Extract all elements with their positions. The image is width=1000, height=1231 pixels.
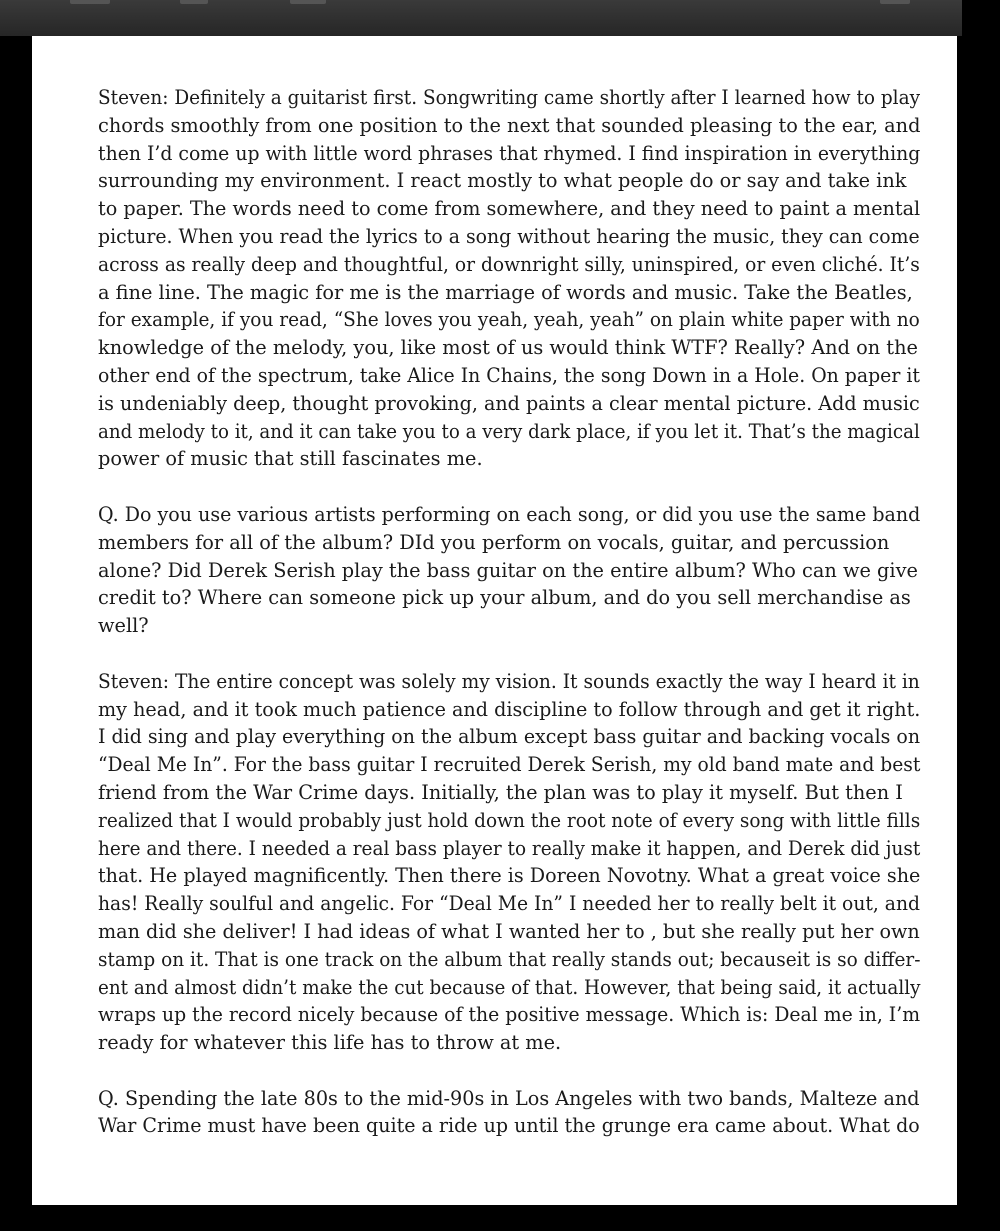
text-line: to paper. The words need to come from somewhere, and they need to paint a mental bbox=[98, 197, 921, 221]
toolbar-edge-mark bbox=[880, 0, 910, 4]
text-line: a fine line. The magic for me is the marriage of words and music. Take the Beatles, bbox=[98, 280, 913, 304]
text-line: that. He played magnificently. Then there is Doreen Novotny. What a great voice she bbox=[98, 864, 921, 888]
text-line: stamp on it. That is one track on the album that really stands out; becauseit is so differ- bbox=[98, 947, 921, 971]
text-line: across as really deep and thoughtful, or downright silly, uninspired, or even cliché. It’s bbox=[98, 252, 920, 276]
text-line: surrounding my environment. I react mostly to what people do or say and take ink bbox=[98, 169, 907, 193]
text-line: wraps up the record nicely because of the positive message. Which is: Deal me in, I’m bbox=[98, 1003, 921, 1027]
text-line: Q. Spending the late 80s to the mid-90s in Los Angeles with two bands, Malteze and bbox=[98, 1086, 920, 1110]
paragraph bbox=[98, 1085, 928, 1141]
text-line: picture. When you read the lyrics to a song without hearing the music, they can come bbox=[98, 224, 920, 248]
text-line: Steven: The entire concept was solely my vision. It sounds exactly the way I heard it in bbox=[98, 669, 920, 693]
top-toolbar bbox=[0, 0, 962, 36]
text-line: is undeniably deep, thought provoking, and paints a clear mental picture. Add music bbox=[98, 391, 920, 415]
text-line: members for all of the album? DId you perform on vocals, guitar, and percussion bbox=[98, 530, 890, 554]
text-line: then I’d come up with little word phrases that rhymed. I find inspiration in everything bbox=[98, 141, 921, 165]
toolbar-edge-mark bbox=[290, 0, 326, 4]
paragraph bbox=[98, 84, 928, 473]
text-line: has! Really soulful and angelic. For “Deal Me In” I needed her to really belt it out, and bbox=[98, 892, 921, 916]
article-body bbox=[98, 84, 928, 1168]
text-line: knowledge of the melody, you, like most of us would think WTF? Really? And on the bbox=[98, 336, 918, 360]
paragraph bbox=[98, 668, 928, 1057]
text-line: for example, if you read, “She loves you yeah, yeah, yeah” on plain white paper with no bbox=[98, 308, 920, 332]
text-line: well? bbox=[98, 614, 149, 638]
text-line: other end of the spectrum, take Alice In Chains, the song Down in a Hole. On paper it bbox=[98, 363, 920, 387]
text-line: my head, and it took much patience and discipline to follow through and get it right. bbox=[98, 697, 921, 721]
text-line: man did she deliver! I had ideas of what I wanted her to , but she really put her own bbox=[98, 919, 920, 943]
text-line: “Deal Me In”. For the bass guitar I recruited Derek Serish, my old band mate and best bbox=[98, 753, 921, 777]
text-line: Q. Do you use various artists performing on each song, or did you use the same band bbox=[98, 502, 921, 526]
text-line: War Crime must have been quite a ride up until the grunge era came about. What do bbox=[98, 1114, 920, 1138]
text-line: Steven: Definitely a guitarist first. Songwriting came shortly after I learned how to play bbox=[98, 86, 921, 109]
text-line: ent and almost didn’t make the cut because of that. However, that being said, it actually bbox=[98, 975, 921, 999]
text-line: alone? Did Derek Serish play the bass guitar on the entire album? Who can we give bbox=[98, 558, 918, 582]
text-line: here and there. I needed a real bass player to really make it happen, and Derek did just bbox=[98, 836, 921, 860]
text-line: credit to? Where can someone pick up your album, and do you sell merchandise as bbox=[98, 586, 911, 610]
text-line: friend from the War Crime days. Initially, the plan was to play it myself. But then I bbox=[98, 780, 903, 804]
text-line: ready for whatever this life has to throw at me. bbox=[98, 1031, 562, 1055]
text-line: realized that I would probably just hold down the root note of every song with little fills bbox=[98, 808, 921, 832]
text-line: I did sing and play everything on the album except bass guitar and backing vocals on bbox=[98, 725, 921, 749]
text-line: chords smoothly from one position to the next that sounded pleasing to the ear, and bbox=[98, 113, 921, 137]
text-line: power of music that still fascinates me. bbox=[98, 447, 483, 471]
text-line: and melody to it, and it can take you to a very dark place, if you let it. That’s the magical bbox=[98, 419, 920, 443]
paragraph bbox=[98, 501, 928, 640]
document-page bbox=[32, 36, 957, 1205]
toolbar-edge-mark bbox=[70, 0, 110, 4]
toolbar-edge-mark bbox=[180, 0, 208, 4]
